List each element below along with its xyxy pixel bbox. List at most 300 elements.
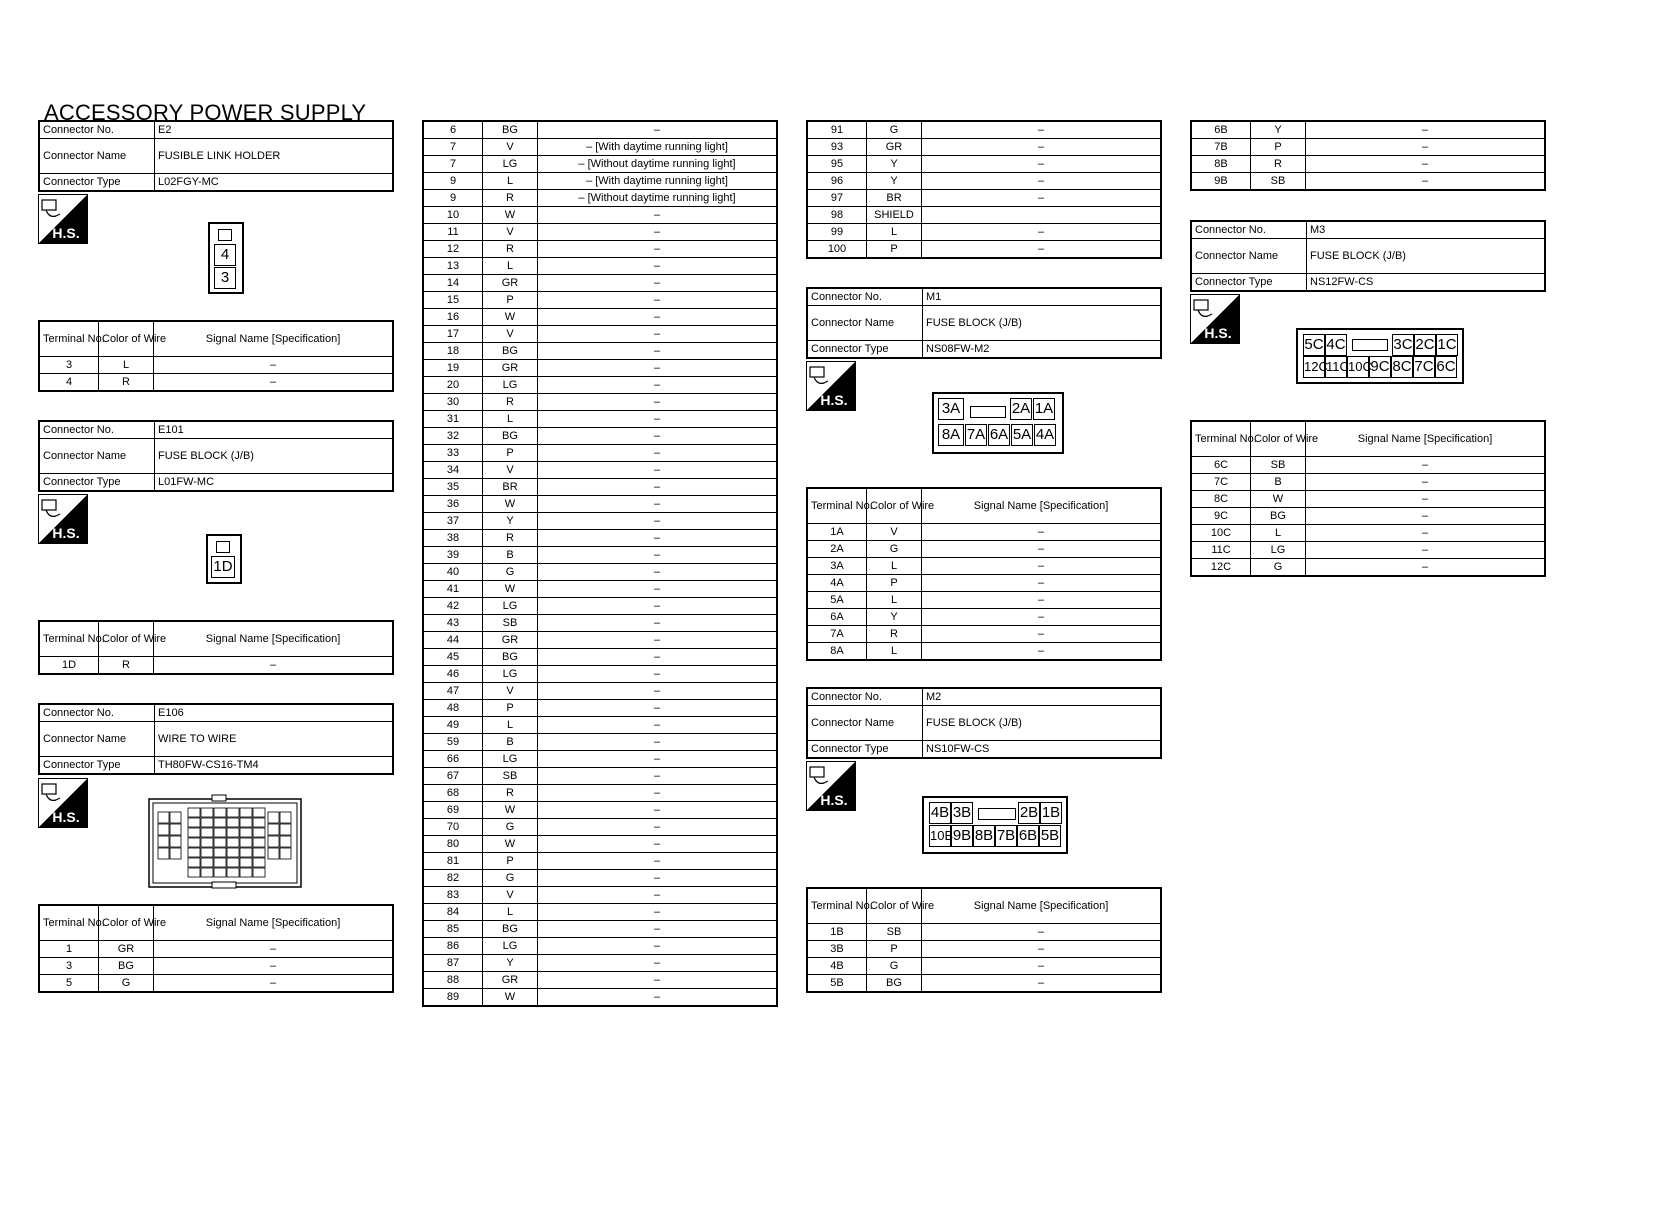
wire-color-cell: R (99, 374, 154, 392)
wire-color-cell: P (483, 700, 538, 717)
label-connector-no: Connector No. (39, 121, 155, 139)
label-connector-name: Connector Name (39, 139, 155, 174)
header-signal-name: Signal Name [Specification] (154, 905, 394, 941)
signal-name-cell: – (538, 717, 778, 734)
terminal-no-cell: 11 (423, 224, 483, 241)
table-row (807, 121, 1161, 139)
wire-color-cell: LG (483, 751, 538, 768)
signal-name-cell: – (154, 374, 394, 392)
harness-side-icon (38, 194, 88, 244)
table-row (423, 921, 777, 938)
connector-name-value: WIRE TO WIRE (155, 722, 394, 757)
wire-color-cell: L (483, 411, 538, 428)
label-connector-no: Connector No. (807, 688, 923, 706)
wire-color-cell: B (1251, 474, 1306, 491)
terminal-table-e106 (38, 904, 394, 993)
terminal-no-cell: 31 (423, 411, 483, 428)
wire-color-cell: SB (483, 768, 538, 785)
connector-type-value: NS12FW-CS (1307, 274, 1546, 292)
table-row (423, 190, 777, 207)
table-row (423, 581, 777, 598)
connector-name-value: FUSE BLOCK (J/B) (923, 306, 1162, 341)
signal-name-cell: – (538, 649, 778, 666)
terminal-no-cell: 80 (423, 836, 483, 853)
harness-side-icon (806, 361, 856, 411)
wire-color-cell: SB (1251, 457, 1306, 474)
terminal-table-e106-continued-2 (806, 120, 1162, 259)
pin: 11C (1325, 356, 1347, 378)
label-connector-name: Connector Name (39, 439, 155, 474)
signal-name-cell: – (154, 958, 394, 975)
signal-name-cell: – (922, 121, 1162, 139)
wire-color-cell: L (483, 904, 538, 921)
terminal-no-cell: 99 (807, 224, 867, 241)
table-row (423, 224, 777, 241)
connector-face-e101 (206, 534, 242, 584)
terminal-no-cell: 2A (807, 541, 867, 558)
terminal-no-cell: 8C (1191, 491, 1251, 508)
wire-color-cell: G (867, 958, 922, 975)
hs-label: H.S. (820, 792, 848, 808)
signal-name-cell: – (538, 904, 778, 921)
signal-name-cell: – (538, 224, 778, 241)
terminal-no-cell: 4B (807, 958, 867, 975)
signal-name-cell: – (922, 541, 1162, 558)
pin: 1A (1033, 398, 1055, 420)
terminal-no-cell: 6C (1191, 457, 1251, 474)
signal-name-cell: – (538, 411, 778, 428)
table-row (423, 156, 777, 173)
wire-color-cell: G (99, 975, 154, 993)
wire-color-cell: W (483, 802, 538, 819)
header-color-of-wire: Color of Wire (867, 888, 922, 924)
terminal-no-cell: 11C (1191, 542, 1251, 559)
wire-color-cell: BG (483, 121, 538, 139)
column-1 (38, 120, 394, 192)
signal-name-cell: – (538, 343, 778, 360)
signal-name-cell: – (154, 975, 394, 993)
wire-color-cell: W (1251, 491, 1306, 508)
signal-name-cell: – (922, 241, 1162, 259)
terminal-no-cell: 3B (807, 941, 867, 958)
table-row (423, 343, 777, 360)
table-row (807, 975, 1161, 993)
wire-color-cell: P (867, 575, 922, 592)
wire-color-cell: L (867, 643, 922, 661)
table-row (423, 785, 777, 802)
wire-color-cell: LG (1251, 542, 1306, 559)
signal-name-cell: – (538, 683, 778, 700)
terminal-no-cell: 43 (423, 615, 483, 632)
wire-color-cell: G (483, 564, 538, 581)
signal-name-cell: – (538, 326, 778, 343)
wire-color-cell: Y (867, 173, 922, 190)
signal-name-cell: – (538, 309, 778, 326)
wire-color-cell: B (483, 734, 538, 751)
hs-label: H.S. (52, 809, 80, 825)
connector-type-value: NS10FW-CS (923, 741, 1162, 759)
terminal-no-cell: 97 (807, 190, 867, 207)
wire-color-cell: P (867, 941, 922, 958)
wire-color-cell: W (483, 207, 538, 224)
table-row (423, 666, 777, 683)
table-row (423, 768, 777, 785)
signal-name-cell: – (538, 785, 778, 802)
signal-name-cell: – (1306, 508, 1546, 525)
signal-name-cell: – (538, 445, 778, 462)
wire-color-cell: R (1251, 156, 1306, 173)
wire-color-cell: Y (483, 955, 538, 972)
table-row (423, 938, 777, 955)
terminal-no-cell: 3A (807, 558, 867, 575)
signal-name-cell: – (538, 377, 778, 394)
signal-name-cell: – (538, 700, 778, 717)
wire-color-cell: LG (483, 377, 538, 394)
terminal-no-cell: 12 (423, 241, 483, 258)
terminal-no-cell: 9 (423, 173, 483, 190)
terminal-no-cell: 91 (807, 121, 867, 139)
terminal-no-cell: 9 (423, 190, 483, 207)
table-row (423, 428, 777, 445)
table-row (423, 462, 777, 479)
pin: 10C (1347, 356, 1369, 378)
header-terminal-no: Terminal No. (807, 888, 867, 924)
connector-info-m1 (806, 287, 1162, 359)
terminal-no-cell: 32 (423, 428, 483, 445)
pin: 4 (214, 244, 236, 266)
terminal-no-cell: 1B (807, 924, 867, 941)
table-row (39, 941, 393, 958)
terminal-no-cell: 7 (423, 156, 483, 173)
label-connector-type: Connector Type (807, 741, 923, 759)
harness-side-icon (38, 778, 88, 828)
terminal-table-e106-continued (422, 120, 778, 1007)
wire-color-cell: Y (867, 609, 922, 626)
signal-name-cell: – [Without daytime running light] (538, 156, 778, 173)
connector-type-value: L02FGY-MC (155, 174, 394, 192)
label-connector-type: Connector Type (39, 474, 155, 492)
table-row (1191, 525, 1545, 542)
pin: 8C (1391, 356, 1413, 378)
terminal-no-cell: 89 (423, 989, 483, 1007)
table-row (423, 887, 777, 904)
table-row (423, 121, 777, 139)
table-row (423, 989, 777, 1007)
signal-name-cell: – (1306, 139, 1546, 156)
connector-face-e106 (148, 794, 302, 890)
signal-name-cell: – (538, 955, 778, 972)
hs-icon (38, 494, 88, 544)
hs-label: H.S. (1204, 325, 1232, 341)
terminal-no-cell: 66 (423, 751, 483, 768)
table-row (1191, 491, 1545, 508)
terminal-no-cell: 4 (39, 374, 99, 392)
terminal-no-cell: 7B (1191, 139, 1251, 156)
terminal-no-cell: 42 (423, 598, 483, 615)
terminal-no-cell: 96 (807, 173, 867, 190)
pin: 5C (1303, 334, 1325, 356)
wire-color-cell: G (1251, 559, 1306, 577)
terminal-no-cell: 93 (807, 139, 867, 156)
signal-name-cell: – (922, 958, 1162, 975)
signal-name-cell: – (922, 626, 1162, 643)
table-row (423, 955, 777, 972)
table-row (423, 513, 777, 530)
signal-name-cell: – (538, 394, 778, 411)
terminal-no-cell: 5A (807, 592, 867, 609)
wire-color-cell: R (483, 394, 538, 411)
signal-name-cell: – (922, 139, 1162, 156)
table-row (807, 558, 1161, 575)
wire-color-cell: LG (483, 598, 538, 615)
terminal-no-cell: 33 (423, 445, 483, 462)
terminal-no-cell: 5B (807, 975, 867, 993)
pin: 8A (938, 424, 964, 446)
table-row (423, 615, 777, 632)
signal-name-cell: – (154, 941, 394, 958)
wire-color-cell: L (483, 717, 538, 734)
wire-color-cell: LG (483, 938, 538, 955)
table-row (423, 309, 777, 326)
table-row (423, 547, 777, 564)
table-row (807, 924, 1161, 941)
signal-name-cell: – (1306, 525, 1546, 542)
wire-color-cell: P (1251, 139, 1306, 156)
hs-icon (1190, 294, 1240, 344)
wire-color-cell: P (483, 853, 538, 870)
connector-info-e2 (38, 120, 394, 192)
table-row (807, 241, 1161, 259)
terminal-no-cell: 12C (1191, 559, 1251, 577)
table-row (39, 958, 393, 975)
table-row (807, 575, 1161, 592)
signal-name-cell: – (154, 657, 394, 675)
terminal-no-cell: 8B (1191, 156, 1251, 173)
table-row (423, 870, 777, 887)
signal-name-cell: – (1306, 474, 1546, 491)
wire-color-cell: L (483, 258, 538, 275)
signal-name-cell: – [With daytime running light] (538, 173, 778, 190)
table-row (423, 700, 777, 717)
signal-name-cell: – (1306, 173, 1546, 191)
terminal-no-cell: 100 (807, 241, 867, 259)
wire-color-cell: LG (483, 156, 538, 173)
table-row (1191, 508, 1545, 525)
wire-color-cell: BG (867, 975, 922, 993)
signal-name-cell: – (538, 121, 778, 139)
terminal-no-cell: 70 (423, 819, 483, 836)
wire-color-cell: L (867, 592, 922, 609)
signal-name-cell: – (1306, 121, 1546, 139)
table-row (1191, 474, 1545, 491)
connector-face-m1 (932, 392, 1064, 454)
wire-color-cell: GR (99, 941, 154, 958)
pin: 7C (1413, 356, 1435, 378)
connector-name-value: FUSIBLE LINK HOLDER (155, 139, 394, 174)
wire-color-cell: P (483, 445, 538, 462)
wire-color-cell: BG (483, 428, 538, 445)
wire-color-cell: Y (1251, 121, 1306, 139)
signal-name-cell: – (922, 558, 1162, 575)
wire-color-cell: Y (483, 513, 538, 530)
table-row (1191, 559, 1545, 577)
wire-color-cell: R (483, 785, 538, 802)
terminal-no-cell: 7C (1191, 474, 1251, 491)
latch-icon (1352, 339, 1388, 351)
label-connector-type: Connector Type (39, 174, 155, 192)
signal-name-cell: – (538, 479, 778, 496)
connector-type-value: L01FW-MC (155, 474, 394, 492)
table-row (423, 802, 777, 819)
terminal-no-cell: 87 (423, 955, 483, 972)
table-row (423, 683, 777, 700)
terminal-no-cell: 37 (423, 513, 483, 530)
signal-name-cell: – (538, 751, 778, 768)
terminal-no-cell: 6B (1191, 121, 1251, 139)
wire-color-cell: SB (867, 924, 922, 941)
signal-name-cell: – (538, 275, 778, 292)
terminal-no-cell: 85 (423, 921, 483, 938)
signal-name-cell: – (538, 768, 778, 785)
connector-no-value: M2 (923, 688, 1162, 706)
pin: 5B (1039, 825, 1061, 847)
wire-color-cell: L (867, 224, 922, 241)
terminal-no-cell: 45 (423, 649, 483, 666)
connector-face-m3 (1296, 328, 1464, 384)
signal-name-cell: – (922, 156, 1162, 173)
table-row (807, 524, 1161, 541)
header-terminal-no: Terminal No. (807, 488, 867, 524)
wire-color-cell: V (483, 326, 538, 343)
header-signal-name: Signal Name [Specification] (922, 888, 1162, 924)
wire-color-cell: V (867, 524, 922, 541)
signal-name-cell: – (922, 975, 1162, 993)
wire-color-cell: BG (483, 649, 538, 666)
terminal-no-cell: 67 (423, 768, 483, 785)
pin: 9C (1369, 356, 1391, 378)
table-row (423, 292, 777, 309)
terminal-no-cell: 1D (39, 657, 99, 675)
signal-name-cell: – (538, 496, 778, 513)
header-color-of-wire: Color of Wire (99, 621, 154, 657)
terminal-table-e101 (38, 620, 394, 675)
table-row (1191, 121, 1545, 139)
pin: 1D (211, 556, 235, 578)
table-row (807, 173, 1161, 190)
wire-color-cell: BG (483, 343, 538, 360)
wire-color-cell: L (867, 558, 922, 575)
table-row (423, 360, 777, 377)
wire-color-cell: W (483, 989, 538, 1007)
terminal-no-cell: 48 (423, 700, 483, 717)
table-row (807, 592, 1161, 609)
connector-no-value: M1 (923, 288, 1162, 306)
table-row (423, 904, 777, 921)
terminal-no-cell: 7 (423, 139, 483, 156)
connector-no-value: E2 (155, 121, 394, 139)
table-row (807, 224, 1161, 241)
terminal-no-cell: 19 (423, 360, 483, 377)
wire-color-cell: R (99, 657, 154, 675)
signal-name-cell: – (538, 938, 778, 955)
signal-name-cell: – (538, 972, 778, 989)
latch-icon (978, 808, 1016, 820)
table-row (39, 657, 393, 675)
table-row (423, 394, 777, 411)
wire-color-cell: V (483, 887, 538, 904)
table-row (423, 717, 777, 734)
pin: 2C (1414, 334, 1436, 356)
terminal-no-cell: 46 (423, 666, 483, 683)
terminal-no-cell: 4A (807, 575, 867, 592)
connector-no-value: E101 (155, 421, 394, 439)
signal-name-cell: – (538, 989, 778, 1007)
signal-name-cell: – (1306, 559, 1546, 577)
label-connector-no: Connector No. (39, 704, 155, 722)
wire-color-cell: R (867, 626, 922, 643)
terminal-no-cell: 15 (423, 292, 483, 309)
wire-color-cell: P (867, 241, 922, 259)
header-terminal-no: Terminal No. (39, 905, 99, 941)
terminal-no-cell: 14 (423, 275, 483, 292)
label-connector-type: Connector Type (807, 341, 923, 359)
header-terminal-no: Terminal No. (39, 321, 99, 357)
wire-color-cell: W (483, 581, 538, 598)
terminal-table-m3 (1190, 420, 1546, 577)
wire-color-cell: SHIELD (867, 207, 922, 224)
pin: 7A (965, 424, 987, 446)
terminal-no-cell: 7A (807, 626, 867, 643)
wire-color-cell: L (99, 357, 154, 374)
terminal-no-cell: 10C (1191, 525, 1251, 542)
table-row (423, 972, 777, 989)
table-row (423, 241, 777, 258)
signal-name-cell: – (538, 241, 778, 258)
terminal-table-m2 (806, 887, 1162, 993)
label-connector-name: Connector Name (807, 306, 923, 341)
terminal-no-cell: 41 (423, 581, 483, 598)
signal-name-cell: – (538, 547, 778, 564)
latch-icon (218, 229, 232, 241)
pin: 6C (1435, 356, 1457, 378)
signal-name-cell: – (922, 173, 1162, 190)
signal-name-cell: – [Without daytime running light] (538, 190, 778, 207)
pin: 6A (988, 424, 1010, 446)
table-row (807, 609, 1161, 626)
pin: 1B (1040, 802, 1062, 824)
wire-color-cell: V (483, 683, 538, 700)
signal-name-cell: – (922, 924, 1162, 941)
terminal-table-e2 (38, 320, 394, 392)
wire-color-cell: GR (483, 972, 538, 989)
connector-name-value: FUSE BLOCK (J/B) (1307, 239, 1546, 274)
signal-name-cell: – (922, 524, 1162, 541)
pin: 4A (1034, 424, 1056, 446)
terminal-no-cell: 10 (423, 207, 483, 224)
wire-color-cell: GR (483, 632, 538, 649)
wire-color-cell: R (483, 190, 538, 207)
terminal-no-cell: 69 (423, 802, 483, 819)
wire-color-cell: V (483, 139, 538, 156)
terminal-no-cell: 30 (423, 394, 483, 411)
pin: 9B (951, 825, 973, 847)
terminal-no-cell: 98 (807, 207, 867, 224)
signal-name-cell: – (922, 224, 1162, 241)
table-row (1191, 542, 1545, 559)
table-row (807, 941, 1161, 958)
header-signal-name: Signal Name [Specification] (1306, 421, 1546, 457)
table-row (423, 819, 777, 836)
